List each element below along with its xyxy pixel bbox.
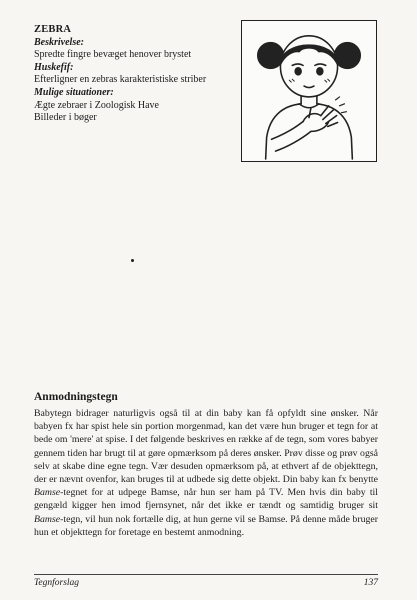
page-footer — [34, 574, 378, 588]
section-request-signs — [34, 391, 378, 539]
illustration-frame — [241, 20, 377, 162]
emphasis-bamse: Bamse — [34, 513, 61, 525]
sign-title: ZEBRA — [34, 24, 72, 35]
sign-entry — [34, 24, 234, 125]
page-number: 137 — [363, 578, 378, 588]
mnemonic-label: Huskefif: — [34, 61, 74, 73]
emphasis-bamse: Bamse — [34, 487, 61, 499]
situations-label: Mulige situationer: — [34, 86, 114, 98]
mnemonic-text: Efterligner en zebras karakteristiske striber — [34, 74, 207, 86]
stray-mark — [131, 259, 134, 262]
situation-item: Ægte zebraer i Zoologisk Have — [34, 99, 159, 111]
description-text: Spredte fingre bevæget henover brystet — [34, 49, 192, 61]
section-heading: Anmodningstegn — [34, 391, 118, 403]
body-text: -tegn, vil hun nok fortælle dig, at hun gerne vil se Bamse. På denne måde bruger hun et objekttegn for foretage en bestemt anmodning. — [34, 513, 378, 538]
body-text: Babytegn bidrager naturligvis også til at din baby kan få opfyldt sine ønsker. Når babyen fx har spist hele sin portion morgenmad, kan det være hun bruger et tegn for at bede om 'mere' at spise. I det følgende beskrives en række af de tegn, som vores babyer gennem tiden har brugt til at gøre opmærksom på deres ønsker. Prøv disse og prøv også selv at skabe dine egne tegn. Vær desuden opmærksom på, at ethvert af de objekttegn, der er nævnt ovenfor, kan bruges til at udbede sig dette objekt. Din baby kan fx benytte — [34, 408, 378, 486]
situation-item: Billeder i bøger — [34, 112, 97, 124]
footer-section-title: Tegnforslag — [34, 578, 80, 588]
description-label: Beskrivelse: — [34, 36, 84, 48]
section-body — [34, 407, 378, 539]
body-text: -tegnet for at udpege Bamse, når hun ser ham på TV. Men hvis din baby til gengæld kigger hen imod fjernsynet, når det ikke er tændt og samtidig bruger sit — [34, 487, 378, 512]
child-signing-zebra-illustration — [242, 21, 376, 161]
